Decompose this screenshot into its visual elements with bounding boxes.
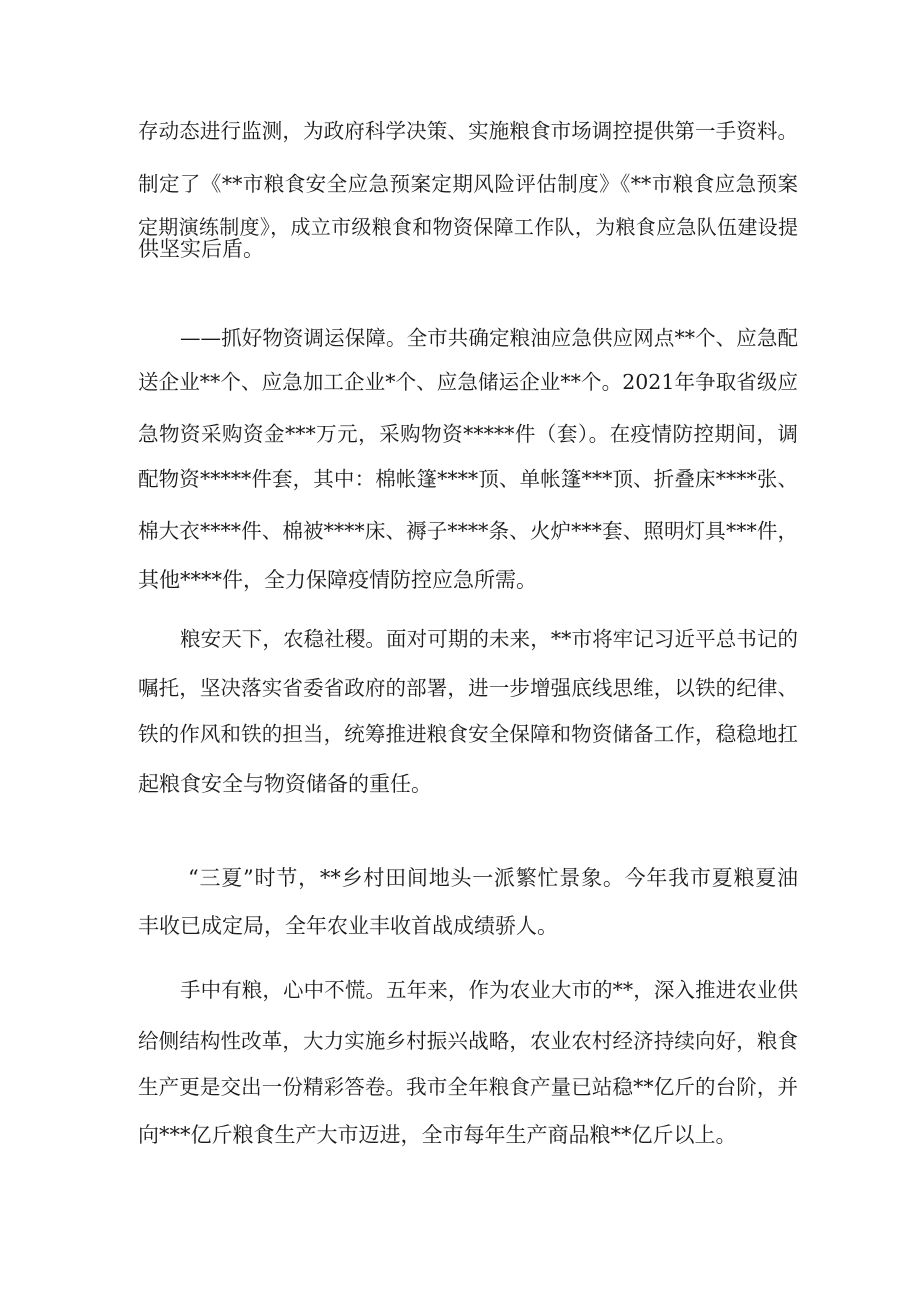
text-line: 生产更是交出一份精彩答卷。我市全年粮食产量已站稳**亿斤的台阶，并 [138, 1075, 798, 1099]
text-line: 急物资采购资金***万元，采购物资*****件（套）。在疫情防控期间，调 [138, 422, 798, 446]
text-line: 丰收已成定局，全年农业丰收首战成绩骄人。 [138, 914, 558, 938]
text-line: 嘱托，坚决落实省委省政府的部署，进一步增强底线思维，以铁的纪律、 [138, 676, 798, 700]
text-line: 制定了《**市粮食安全应急预案定期风险评估制度》《**市粮食应急预案 [138, 172, 798, 196]
text-line: 配物资*****件套，其中：棉帐篷****顶、单帐篷***顶、折叠床****张、 [138, 467, 798, 491]
text-line: “三夏”时节，**乡村田间地头一派繁忙景象。今年我市夏粮夏油 [188, 866, 798, 890]
text-line: 向***亿斤粮食生产大市迈进，全市每年生产商品粮**亿斤以上。 [138, 1123, 737, 1147]
text-line: 供坚实后盾。 [138, 237, 264, 261]
text-line: 送企业**个、应急加工企业*个、应急储运企业**个。2021年争取省级应 [138, 370, 798, 394]
text-line: ——抓好物资调运保障。全市共确定粮油应急供应网点**个、应急配 [180, 326, 798, 350]
text-line: 粮安天下，农稳社稷。面对可期的未来，**市将牢记习近平总书记的 [180, 627, 798, 651]
text-line: 存动态进行监测，为政府科学决策、实施粮食市场调控提供第一手资料。 [138, 119, 798, 143]
text-line: 铁的作风和铁的担当，统筹推进粮食安全保障和物资储备工作，稳稳地扛 [138, 722, 798, 746]
text-line: 给侧结构性改革，大力实施乡村振兴战略，农业农村经济持续向好，粮食 [138, 1029, 798, 1053]
text-line: 起粮食安全与物资储备的重任。 [138, 772, 432, 796]
text-line: 其他****件，全力保障疫情防控应急所需。 [138, 568, 537, 592]
text-line: 手中有粮，心中不慌。五年来，作为农业大市的**，深入推进农业供 [180, 978, 798, 1002]
text-line: 定期演练制度》，成立市级粮食和物资保障工作队，为粮食应急队伍建设提 [138, 215, 798, 239]
text-line: 棉大衣****件、棉被****床、褥子****条、火炉***套、照明灯具***件， [138, 519, 798, 543]
